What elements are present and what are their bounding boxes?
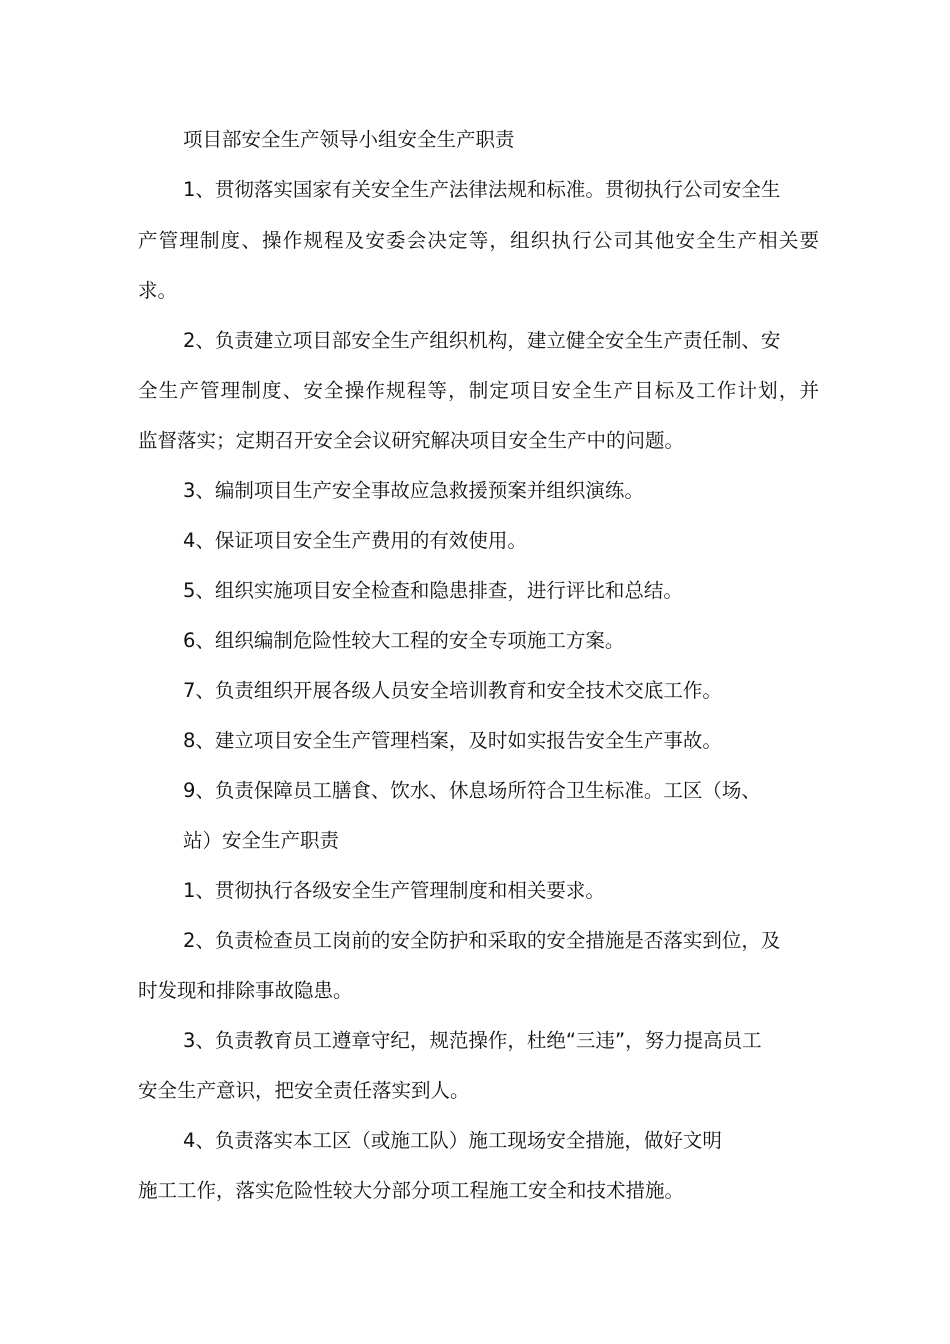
text-line: 8、建立项目安全生产管理档案，及时如实报告安全生产事故。: [183, 729, 722, 752]
text-line: 施工工作，落实危险性较大分部分项工程施工安全和技术措施。: [138, 1179, 685, 1202]
text-line: 7、负责组织开展各级人员安全培训教育和安全技术交底工作。: [183, 679, 722, 702]
text-line: 2、负责检查员工岗前的安全防护和采取的安全措施是否落实到位，及: [183, 929, 781, 952]
text-line: 4、负责落实本工区（或施工队）施工现场安全措施，做好文明: [183, 1129, 722, 1152]
text-line: 产管理制度、操作规程及安委会决定等，组织执行公司其他安全生产相关要: [138, 229, 819, 252]
section-heading: 站）安全生产职责: [183, 829, 340, 852]
text-line: 时发现和排除事故隐患。: [138, 979, 353, 1002]
text-line: 1、贯彻执行各级安全生产管理制度和相关要求。: [183, 879, 605, 902]
text-line: 2、负责建立项目部安全生产组织机构，建立健全安全生产责任制、安: [183, 329, 781, 352]
text-line: 安全生产意识，把安全责任落实到人。: [138, 1079, 470, 1102]
document-title: 项目部安全生产领导小组安全生产职责: [183, 128, 515, 151]
text-line: 6、组织编制危险性较大工程的安全专项施工方案。: [183, 629, 625, 652]
text-line: 全生产管理制度、安全操作规程等，制定项目安全生产目标及工作计划，并: [138, 379, 819, 402]
text-line: 9、负责保障员工膳食、饮水、休息场所符合卫生标准。工区（场、: [183, 779, 761, 802]
text-line: 3、编制项目生产安全事故应急救援预案并组织演练。: [183, 479, 644, 502]
text-line: 监督落实；定期召开安全会议研究解决项目安全生产中的问题。: [138, 429, 685, 452]
text-line: 求。: [138, 279, 178, 302]
text-line: 3、负责教育员工遵章守纪，规范操作，杜绝“三违”，努力提高员工: [183, 1029, 762, 1052]
text-line: 1、贯彻落实国家有关安全生产法律法规和标准。贯彻执行公司安全生: [183, 178, 781, 201]
text-line: 5、组织实施项目安全检查和隐患排查，进行评比和总结。: [183, 579, 683, 602]
text-line: 4、保证项目安全生产费用的有效使用。: [183, 529, 527, 552]
